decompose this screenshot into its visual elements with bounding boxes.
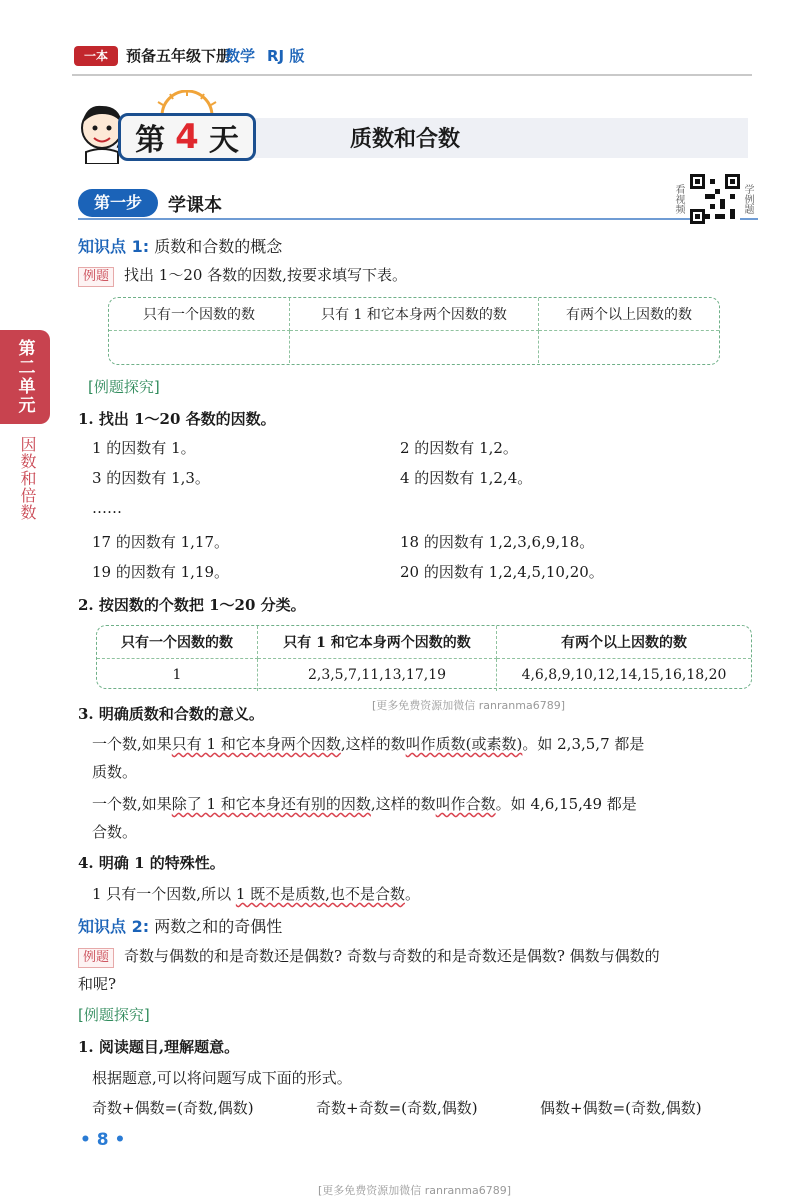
table-cell: 2,3,5,7,11,13,17,19 (258, 659, 497, 691)
emphasis-run: 叫作合数 (435, 795, 496, 813)
text-run: 1 只有一个因数,所以 (92, 885, 236, 903)
kp2-step-body: 根据题意,可以将问题写成下面的形式。 (92, 1069, 352, 1087)
factor-line: 19 的因数有 1,19。 (92, 563, 230, 581)
kp1-label: 知识点 1: (78, 237, 150, 256)
step-heading-3: 3. 明确质数和合数的意义。 (78, 705, 264, 723)
emphasis-run: 1 既不是质数,也不是合数 (235, 885, 405, 903)
emphasis-run: 只有 1 和它本身两个因数 (171, 735, 341, 753)
edition-label: RJ 版 (267, 47, 305, 65)
special-one (92, 884, 420, 904)
composite-definition-cont: 合数。 (92, 823, 138, 841)
text-run: ,这样的数 (370, 795, 436, 813)
kp2-title: 两数之和的奇偶性 (154, 917, 283, 936)
explore-heading: [例题探究] (78, 1006, 150, 1024)
header-rule (72, 74, 752, 76)
subject-label: 数学 (225, 47, 256, 65)
emphasis-run: 除了 1 和它本身还有别的因数 (171, 795, 371, 813)
text-run: 。 (404, 885, 420, 903)
table-cell: 4,6,8,9,10,12,14,15,16,18,20 (521, 667, 727, 683)
table-cell-input[interactable] (290, 331, 539, 363)
kp2-example (78, 946, 660, 968)
blank-table-grid (109, 298, 719, 363)
table-header: 有两个以上因数的数 (497, 626, 751, 659)
knowledge-point-2 (78, 914, 282, 937)
text-run: 一个数,如果 (92, 735, 172, 753)
factor-line: 20 的因数有 1,2,4,5,10,20。 (400, 563, 604, 581)
table-header: 只有一个因数的数 (109, 298, 290, 331)
emphasis-run: 叫作质数(或素数) (405, 735, 523, 753)
prime-definition-cont: 质数。 (92, 763, 138, 781)
page-number-value: 8 (96, 1130, 109, 1150)
table-header: 只有一个因数的数 (97, 626, 258, 659)
example-tag: 例题 (78, 948, 114, 968)
kp2-example-line1: 奇数与偶数的和是奇数还是偶数? 奇数与奇数的和是奇数还是偶数? 偶数与偶数的 (124, 947, 660, 965)
blank-table (108, 297, 720, 365)
factor-line: 1 的因数有 1。 (92, 439, 196, 457)
lesson-title: 质数和合数 (350, 127, 461, 152)
classification-table (96, 625, 752, 689)
step-heading-4: 4. 明确 1 的特殊性。 (78, 854, 225, 872)
factor-line: 18 的因数有 1,2,3,6,9,18。 (400, 533, 595, 551)
factor-line: 17 的因数有 1,17。 (92, 533, 230, 551)
kp1-title: 质数和合数的概念 (154, 237, 283, 256)
day-badge (118, 113, 256, 161)
day-suffix: 天 (208, 123, 239, 158)
qr-caption-left: 看视频 (673, 184, 684, 214)
factor-line: 4 的因数有 1,2,4。 (400, 469, 533, 487)
factor-line: 2 的因数有 1,2。 (400, 439, 518, 457)
ellipsis: …… (92, 499, 122, 517)
parity-form: 奇数+奇数=(奇数,偶数) (316, 1099, 478, 1117)
classification-table-grid (97, 626, 751, 691)
step-label: 学课本 (168, 195, 222, 216)
parity-form: 奇数+偶数=(奇数,偶数) (92, 1099, 254, 1117)
text-run: 。如 4,6,15,49 都是 (495, 795, 637, 813)
step-pill: 第一步 (78, 189, 158, 217)
kp2-label: 知识点 2: (78, 917, 150, 936)
page-number: • 8 • (80, 1130, 126, 1150)
brand-badge: 一本 (74, 46, 118, 66)
example-tag: 例题 (78, 267, 114, 287)
step-rule (78, 218, 758, 220)
day-prefix: 第 (135, 123, 166, 158)
kp1-example (78, 265, 407, 287)
qr-caption-right: 学例题 (742, 184, 753, 214)
text-run: 。如 2,3,5,7 都是 (522, 735, 645, 753)
parity-form: 偶数+偶数=(奇数,偶数) (540, 1099, 702, 1117)
prime-definition (92, 734, 644, 754)
step-heading-2: 2. 按因数的个数把 1～20 分类。 (78, 596, 306, 614)
unit-side-tab: 第二单元 (0, 330, 50, 424)
knowledge-point-1 (78, 234, 282, 257)
text-run: 一个数,如果 (92, 795, 172, 813)
watermark: [更多免费资源加微信 ranranma6789] (372, 699, 565, 712)
explore-heading: [例题探究] (88, 378, 160, 396)
day-number: 4 (175, 117, 199, 157)
unit-topic: 因数和倍数 (18, 436, 37, 521)
table-cell: 1 (97, 659, 258, 691)
table-header: 只有 1 和它本身两个因数的数 (290, 298, 539, 331)
factor-line: 3 的因数有 1,3。 (92, 469, 210, 487)
composite-definition (92, 794, 637, 814)
table-cell-input[interactable] (539, 331, 719, 363)
kp2-example-line2: 和呢? (78, 975, 117, 993)
kp2-step-heading-1: 1. 阅读题目,理解题意。 (78, 1038, 240, 1056)
text-run: ,这样的数 (340, 735, 406, 753)
kp1-example-text: 找出 1～20 各数的因数,按要求填写下表。 (124, 266, 407, 284)
step-heading-1: 1. 找出 1～20 各数的因数。 (78, 410, 276, 428)
table-header: 有两个以上因数的数 (539, 298, 719, 331)
book-title: 预备五年级下册 (126, 47, 232, 65)
table-header: 只有 1 和它本身两个因数的数 (258, 626, 497, 659)
qr-code-icon[interactable] (690, 174, 740, 224)
watermark-bottom: [更多免费资源加微信 ranranma6789] (318, 1184, 511, 1197)
table-cell-input[interactable] (109, 331, 290, 363)
